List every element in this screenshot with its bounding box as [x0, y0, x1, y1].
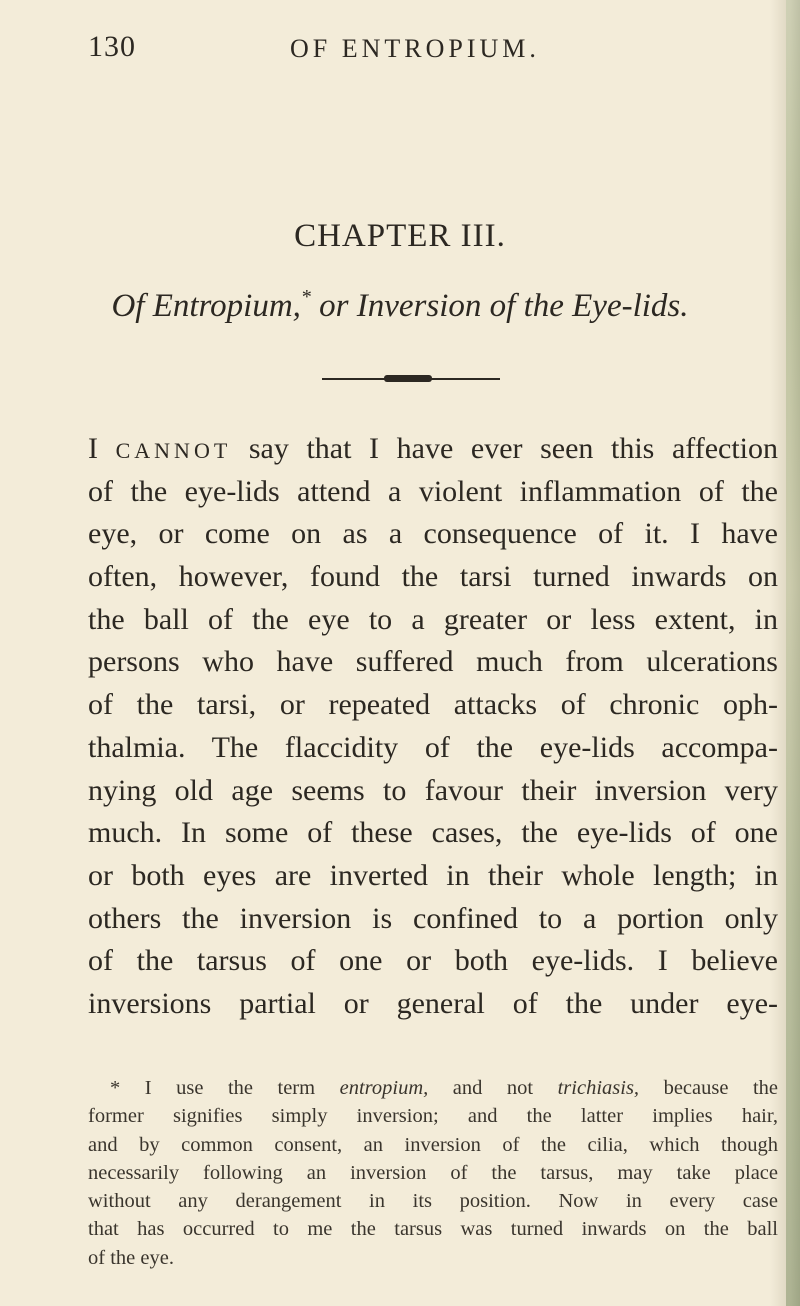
body-line: eye, or come on as a consequence of it. I have	[88, 517, 778, 551]
body-line: much. In some of these cases, the eye-lids of one	[88, 816, 778, 850]
chapter-subtitle	[0, 288, 800, 325]
body-line: of the eye-lids attend a violent inflammation of the	[88, 474, 778, 508]
body-line	[88, 428, 778, 471]
footnote	[88, 1074, 778, 1272]
body-text	[88, 428, 778, 1026]
body-line: thalmia. The flaccidity of the eye-lids accompa-	[88, 730, 778, 764]
first-line-rest: say that I have ever seen this affection	[231, 432, 778, 465]
subtitle-part1: Of Entropium,	[111, 288, 301, 324]
body-line: of the tarsus of one or both eye-lids. I believe	[88, 944, 778, 978]
footnote-line: necessarily following an inversion of the tarsus, may take place	[88, 1161, 778, 1184]
chapter-heading: CHAPTER III.	[294, 218, 506, 254]
footnote-line: without any derangement in its position. Now in every case	[88, 1190, 778, 1213]
body-line: others the inversion is confined to a portion only	[88, 901, 778, 935]
footnote-text: because the	[639, 1077, 779, 1099]
first-word-small-caps: CANNOT	[115, 438, 232, 463]
footnote-line: that has occurred to me the tarsus was turned inwards on the ball	[88, 1218, 778, 1241]
footnote-line: former signifies simply inversion; and the latter implies hair,	[88, 1105, 778, 1128]
page-header	[0, 30, 800, 70]
footnote-line: and by common consent, an inversion of the cilia, which though	[88, 1133, 778, 1156]
footnote-term-entropium: entropium,	[339, 1077, 429, 1099]
footnote-line: of the eye.	[88, 1246, 174, 1269]
body-line: often, however, found the tarsi turned inwards on	[88, 560, 778, 594]
footnote-line	[88, 1074, 778, 1102]
footnote-text: and not	[428, 1077, 558, 1099]
body-line: nying old age seems to favour their inversion very	[88, 773, 778, 807]
body-line: inversions partial or general of the under eye-	[88, 986, 778, 1020]
body-line: or both eyes are inverted in their whole length; in	[88, 858, 778, 892]
rule-ornament	[384, 375, 432, 382]
footnote-term-trichiasis: trichiasis,	[557, 1077, 640, 1099]
body-line: persons who have suffered much from ulcerations	[88, 645, 778, 679]
page-edge	[786, 0, 800, 1306]
footnote-mark: *	[300, 286, 311, 308]
body-line: the ball of the eye to a greater or less extent, in	[88, 602, 778, 636]
footnote-text: * I use the term	[110, 1077, 340, 1099]
page-number: 130	[88, 30, 136, 63]
running-head: OF ENTROPIUM.	[290, 34, 540, 63]
subtitle-part2: or Inversion of the Eye-lids.	[310, 288, 689, 324]
first-letter: I	[88, 432, 98, 465]
body-line: of the tarsi, or repeated attacks of chronic oph-	[88, 688, 778, 722]
